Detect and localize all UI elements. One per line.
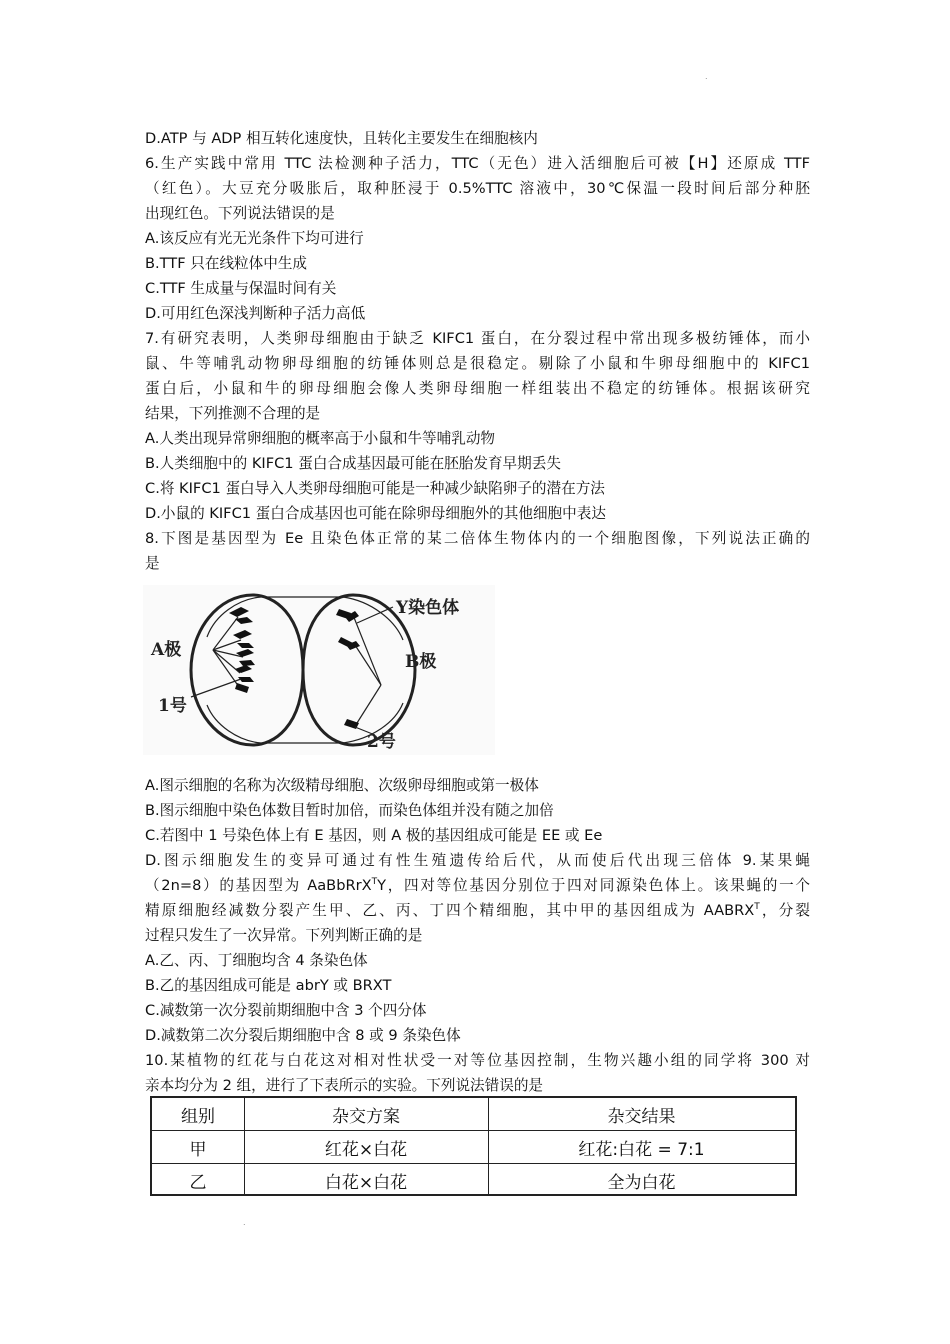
q6-stem-line3: 出现红色。下列说法错误的是 bbox=[145, 205, 335, 222]
q8-option-d: D.图示细胞发生的变异可通过有性生殖遗传给后代，从而使后代出现三倍体 9.某果蝇 bbox=[145, 852, 810, 869]
bottom-mark: . bbox=[243, 1218, 246, 1227]
q9-option-c: C.减数第一次分裂前期细胞中含 3 个四分体 bbox=[145, 1002, 427, 1019]
q9-line3-pre: 精原细胞经减数分裂产生甲、乙、丙、丁四个精细胞，其中甲的基因组成为 AABRX bbox=[145, 902, 755, 919]
q9-line3-post: ，分裂 bbox=[759, 902, 810, 919]
q7-option-c: C.将 KIFC1 蛋白导入人类卵母细胞可能是一种减少缺陷卵子的潜在方法 bbox=[145, 480, 605, 497]
cell-group: 甲 bbox=[189, 1140, 207, 1160]
q7-option-d: D.小鼠的 KIFC1 蛋白合成基因也可能在除卵母细胞外的其他细胞中表达 bbox=[145, 505, 606, 522]
q6-option-a: A.该反应有光无光条件下均可进行 bbox=[145, 230, 364, 247]
q7-stem-line2: 鼠、牛等哺乳动物卵母细胞的纺锤体则总是很稳定。剔除了小鼠和牛卵母细胞中的 KIFC1 bbox=[145, 355, 810, 372]
label-y-chromosome: Y染色体 bbox=[396, 598, 460, 618]
corner-mark: . bbox=[705, 72, 708, 81]
q8-option-b: B.图示细胞中染色体数目暂时加倍，而染色体组并没有随之加倍 bbox=[145, 802, 554, 819]
q7-stem-line3: 蛋白后，小鼠和牛的卵母细胞会像人类卵母细胞一样组装出不稳定的纺锤体。根据该研究 bbox=[145, 380, 810, 397]
cell-cross-plan: 白花×白花 bbox=[324, 1173, 408, 1193]
table-header-row bbox=[152, 1098, 795, 1131]
q7-option-b: B.人类细胞中的 KIFC1 蛋白合成基因最可能在胚胎发育早期丢失 bbox=[145, 455, 561, 472]
header-group: 组别 bbox=[181, 1107, 215, 1127]
label-a-pole: A极 bbox=[151, 640, 182, 660]
q6-option-d: D.可用红色深浅判断种子活力高低 bbox=[145, 305, 366, 322]
q10-stem-line2: 亲本均分为 2 组，进行了下表所示的实验。下列说法错误的是 bbox=[145, 1077, 544, 1094]
q8-option-c: C.若图中 1 号染色体上有 E 基因，则 A 极的基因组成可能是 EE 或 Ee bbox=[145, 827, 603, 844]
table-row bbox=[152, 1131, 795, 1164]
cell-cross-result: 全为白花 bbox=[607, 1173, 676, 1193]
q9-stem-line4: 过程只发生了一次异常。下列判断正确的是 bbox=[145, 927, 423, 944]
q6-stem-line1: 6.生产实践中常用 TTC 法检测种子活力，TTC（无色）进入活细胞后可被【H】还原成 TTF bbox=[145, 155, 810, 172]
header-cross-plan: 杂交方案 bbox=[332, 1107, 400, 1127]
label-chromosome-2: 2号 bbox=[367, 732, 396, 752]
q9-line3-sup: T bbox=[754, 902, 760, 912]
label-b-pole: B极 bbox=[405, 652, 437, 672]
cell-division-figure bbox=[143, 585, 495, 755]
q7-stem-line1: 7.有研究表明，人类卵母细胞由于缺乏 KIFC1 蛋白，在分裂过程中常出现多极纺锤体，而小 bbox=[145, 330, 810, 347]
cell-cross-result: 红花:白花 = 7:1 bbox=[578, 1140, 705, 1160]
table-row bbox=[152, 1164, 795, 1197]
q9-option-a: A.乙、丙、丁细胞均含 4 条染色体 bbox=[145, 952, 368, 969]
q9-line2-pre: （2n=8）的基因型为 AaBbRrX bbox=[145, 877, 372, 894]
q6-option-c: C.TTF 生成量与保温时间有关 bbox=[145, 280, 337, 297]
q10-stem-line1: 10.某植物的红花与白花这对相对性状受一对等位基因控制，生物兴趣小组的同学将 300 对 bbox=[145, 1052, 810, 1069]
header-cross-result: 杂交结果 bbox=[607, 1107, 676, 1127]
q7-option-a: A.人类出现异常卵细胞的概率高于小鼠和牛等哺乳动物 bbox=[145, 430, 496, 447]
cell-group: 乙 bbox=[189, 1173, 207, 1193]
q7-stem-line4: 结果，下列推测不合理的是 bbox=[145, 405, 321, 422]
q6-stem-line2: （红色）。大豆充分吸胀后，取种胚浸于 0.5%TTC 溶液中，30℃保温一段时间后部分种胚 bbox=[145, 180, 810, 197]
q6-option-b: B.TTF 只在线粒体中生成 bbox=[145, 255, 308, 272]
q9-option-d: D.减数第二次分裂后期细胞中含 8 或 9 条染色体 bbox=[145, 1027, 461, 1044]
q9-line2-post: Y，四对等位基因分别位于四对同源染色体上。该果蝇的一个 bbox=[377, 877, 810, 894]
q9-stem-line2 bbox=[145, 873, 810, 898]
option-5d: D.ATP 与 ADP 相互转化速度快，且转化主要发生在细胞核内 bbox=[145, 130, 538, 147]
cross-experiment-table bbox=[150, 1096, 797, 1196]
q9-line2-sup: T bbox=[371, 877, 378, 887]
cell-cross-plan: 红花×白花 bbox=[324, 1140, 408, 1160]
label-chromosome-1: 1号 bbox=[158, 696, 187, 716]
q8-stem-line1: 8.下图是基因型为 Ee 且染色体正常的某二倍体生物体内的一个细胞图像，下列说法正确的 bbox=[145, 530, 810, 547]
q9-option-b: B.乙的基因组成可能是 abrY 或 BRXT bbox=[145, 977, 392, 994]
q8-stem-line2: 是 bbox=[145, 555, 160, 572]
q9-stem-line3 bbox=[145, 898, 810, 923]
q8-option-a: A.图示细胞的名称为次级精母细胞、次级卵母细胞或第一极体 bbox=[145, 777, 539, 794]
